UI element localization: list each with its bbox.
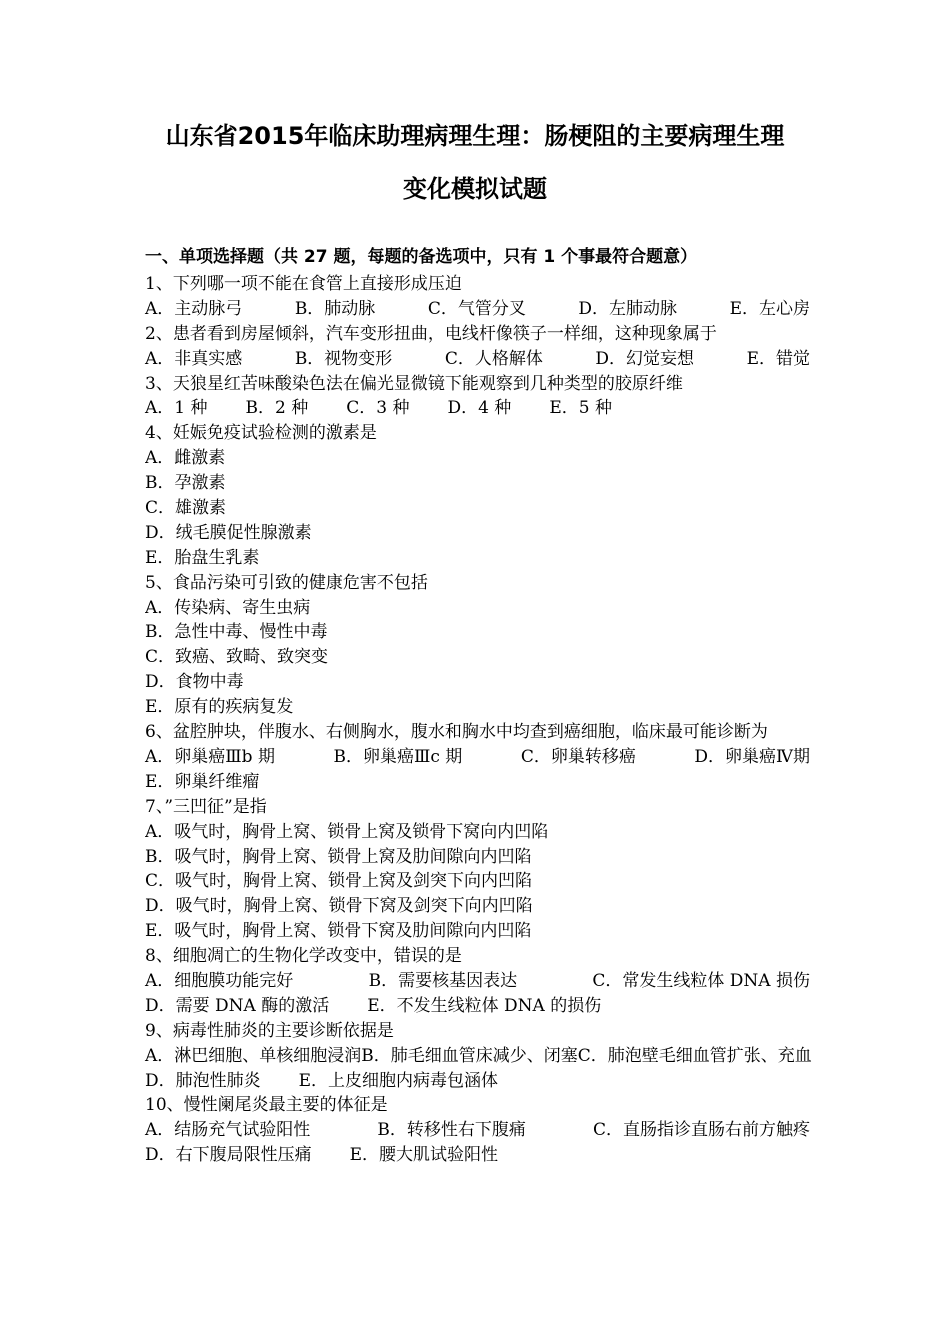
question-stem: 9、病毒性肺炎的主要诊断依据是 bbox=[145, 1020, 394, 1041]
option: D．肺泡性肺炎 bbox=[145, 1070, 261, 1091]
option: D．卵巢癌Ⅳ期 bbox=[694, 746, 810, 767]
option: D．需要 DNA 酶的激活 bbox=[145, 995, 330, 1016]
option: C．吸气时，胸骨上窝、锁骨上窝及剑突下向内凹陷 bbox=[145, 871, 533, 892]
option-row bbox=[145, 347, 810, 372]
option: B．孕激素 bbox=[145, 473, 226, 494]
option-row bbox=[145, 1069, 810, 1094]
option: E．不发生线粒体 DNA 的损伤 bbox=[367, 995, 602, 1016]
option: E．上皮细胞内病毒包涵体 bbox=[298, 1070, 499, 1091]
option: D．右下腹局限性压痛 bbox=[145, 1145, 312, 1166]
option: B．急性中毒、慢性中毒 bbox=[145, 622, 328, 643]
option: C．气管分叉 bbox=[427, 298, 526, 319]
option: B．需要核基因表达 bbox=[368, 970, 518, 991]
option-row bbox=[145, 396, 810, 421]
option: C．卵巢转移癌 bbox=[520, 746, 636, 767]
option: A．卵巢癌Ⅲb 期 bbox=[145, 746, 275, 767]
option: A．结肠充气试验阳性 bbox=[145, 1120, 311, 1141]
option: B．肺动脉 bbox=[294, 298, 376, 319]
option: A．1 种 bbox=[145, 398, 208, 419]
section-heading: 一、单项选择题（共 27 题，每题的备选项中，只有 1 个事最符合题意） bbox=[145, 247, 698, 267]
question-stem: 1、下列哪一项不能在食管上直接形成压迫 bbox=[145, 274, 462, 294]
option: A．细胞膜功能完好 bbox=[145, 970, 294, 991]
question-stem: 5、食品污染可引致的健康危害不包括 bbox=[145, 572, 428, 593]
question-stem: 4、妊娠免疫试验检测的激素是 bbox=[145, 423, 377, 444]
option: A．吸气时，胸骨上窝、锁骨上窝及锁骨下窝向内凹陷 bbox=[145, 821, 549, 842]
option: E．胎盘生乳素 bbox=[145, 547, 260, 568]
option: A．主动脉弓 bbox=[145, 298, 243, 319]
option: C．雄激素 bbox=[145, 498, 227, 519]
option: D．绒毛膜促性腺激素 bbox=[145, 522, 312, 543]
question-stem: 2、患者看到房屋倾斜，汽车变形扭曲，电线杆像筷子一样细，这种现象属于 bbox=[145, 323, 717, 344]
option: C．直肠指诊直肠右前方触疼 bbox=[592, 1120, 810, 1141]
question-stem: 7、”三凹征”是指 bbox=[145, 796, 267, 817]
option: A．淋巴细胞、单核细胞浸润 bbox=[145, 1045, 362, 1066]
option: B．转移性右下腹痛 bbox=[377, 1120, 526, 1141]
option: E．5 种 bbox=[549, 398, 612, 419]
option: E．腰大肌试验阳性 bbox=[349, 1145, 499, 1166]
option: E．吸气时，胸骨上窝、锁骨下窝及肋间隙向内凹陷 bbox=[145, 921, 532, 942]
option: D．4 种 bbox=[447, 398, 512, 419]
document-title-line2: 变化模拟试题 bbox=[403, 175, 547, 203]
option: D．食物中毒 bbox=[145, 672, 244, 693]
option: C．致癌、致畸、致突变 bbox=[145, 647, 329, 668]
option: B．2 种 bbox=[245, 398, 309, 419]
option: E．左心房 bbox=[729, 298, 810, 319]
option-row bbox=[145, 1044, 810, 1069]
option: E．原有的疾病复发 bbox=[145, 697, 294, 718]
question-stem: 8、细胞凋亡的生物化学改变中，错误的是 bbox=[145, 946, 462, 967]
option-row bbox=[145, 969, 810, 994]
option: A．传染病、寄生虫病 bbox=[145, 597, 311, 618]
option: D．幻觉妄想 bbox=[595, 348, 695, 369]
question-stem: 10、慢性阑尾炎最主要的体征是 bbox=[145, 1095, 388, 1116]
option: E．卵巢纤维瘤 bbox=[145, 771, 260, 792]
option: C．3 种 bbox=[346, 398, 410, 419]
option-row bbox=[145, 994, 810, 1019]
document-title-line1: 山东省2015年临床助理病理生理：肠梗阻的主要病理生理 bbox=[165, 122, 785, 150]
option: B．吸气时，胸骨上窝、锁骨上窝及肋间隙向内凹陷 bbox=[145, 846, 532, 867]
option: B．肺毛细血管床减少、闭塞 bbox=[361, 1045, 578, 1066]
option: D．左肺动脉 bbox=[578, 298, 678, 319]
option-row bbox=[145, 745, 810, 770]
option-row bbox=[145, 297, 810, 322]
option: A．雌激素 bbox=[145, 448, 226, 469]
option: C．常发生线粒体 DNA 损伤 bbox=[592, 970, 810, 991]
option-row bbox=[145, 1143, 810, 1168]
option: B．卵巢癌Ⅲc 期 bbox=[333, 746, 463, 767]
option: D．吸气时，胸骨上窝、锁骨下窝及剑突下向内凹陷 bbox=[145, 896, 533, 917]
question-stem: 6、盆腔肿块，伴腹水、右侧胸水，腹水和胸水中均查到癌细胞，临床最可能诊断为 bbox=[145, 722, 768, 743]
option: B．视物变形 bbox=[294, 348, 393, 369]
question-stem: 3、天狼星红苦味酸染色法在偏光显微镜下能观察到几种类型的胶原纤维 bbox=[145, 373, 683, 394]
option-row bbox=[145, 1118, 810, 1143]
question-list bbox=[145, 272, 810, 1168]
option: E．错觉 bbox=[746, 348, 810, 369]
option: A．非真实感 bbox=[145, 348, 243, 369]
option: C．人格解体 bbox=[444, 348, 543, 369]
option: C．肺泡壁毛细血管扩张、充血 bbox=[577, 1045, 812, 1066]
